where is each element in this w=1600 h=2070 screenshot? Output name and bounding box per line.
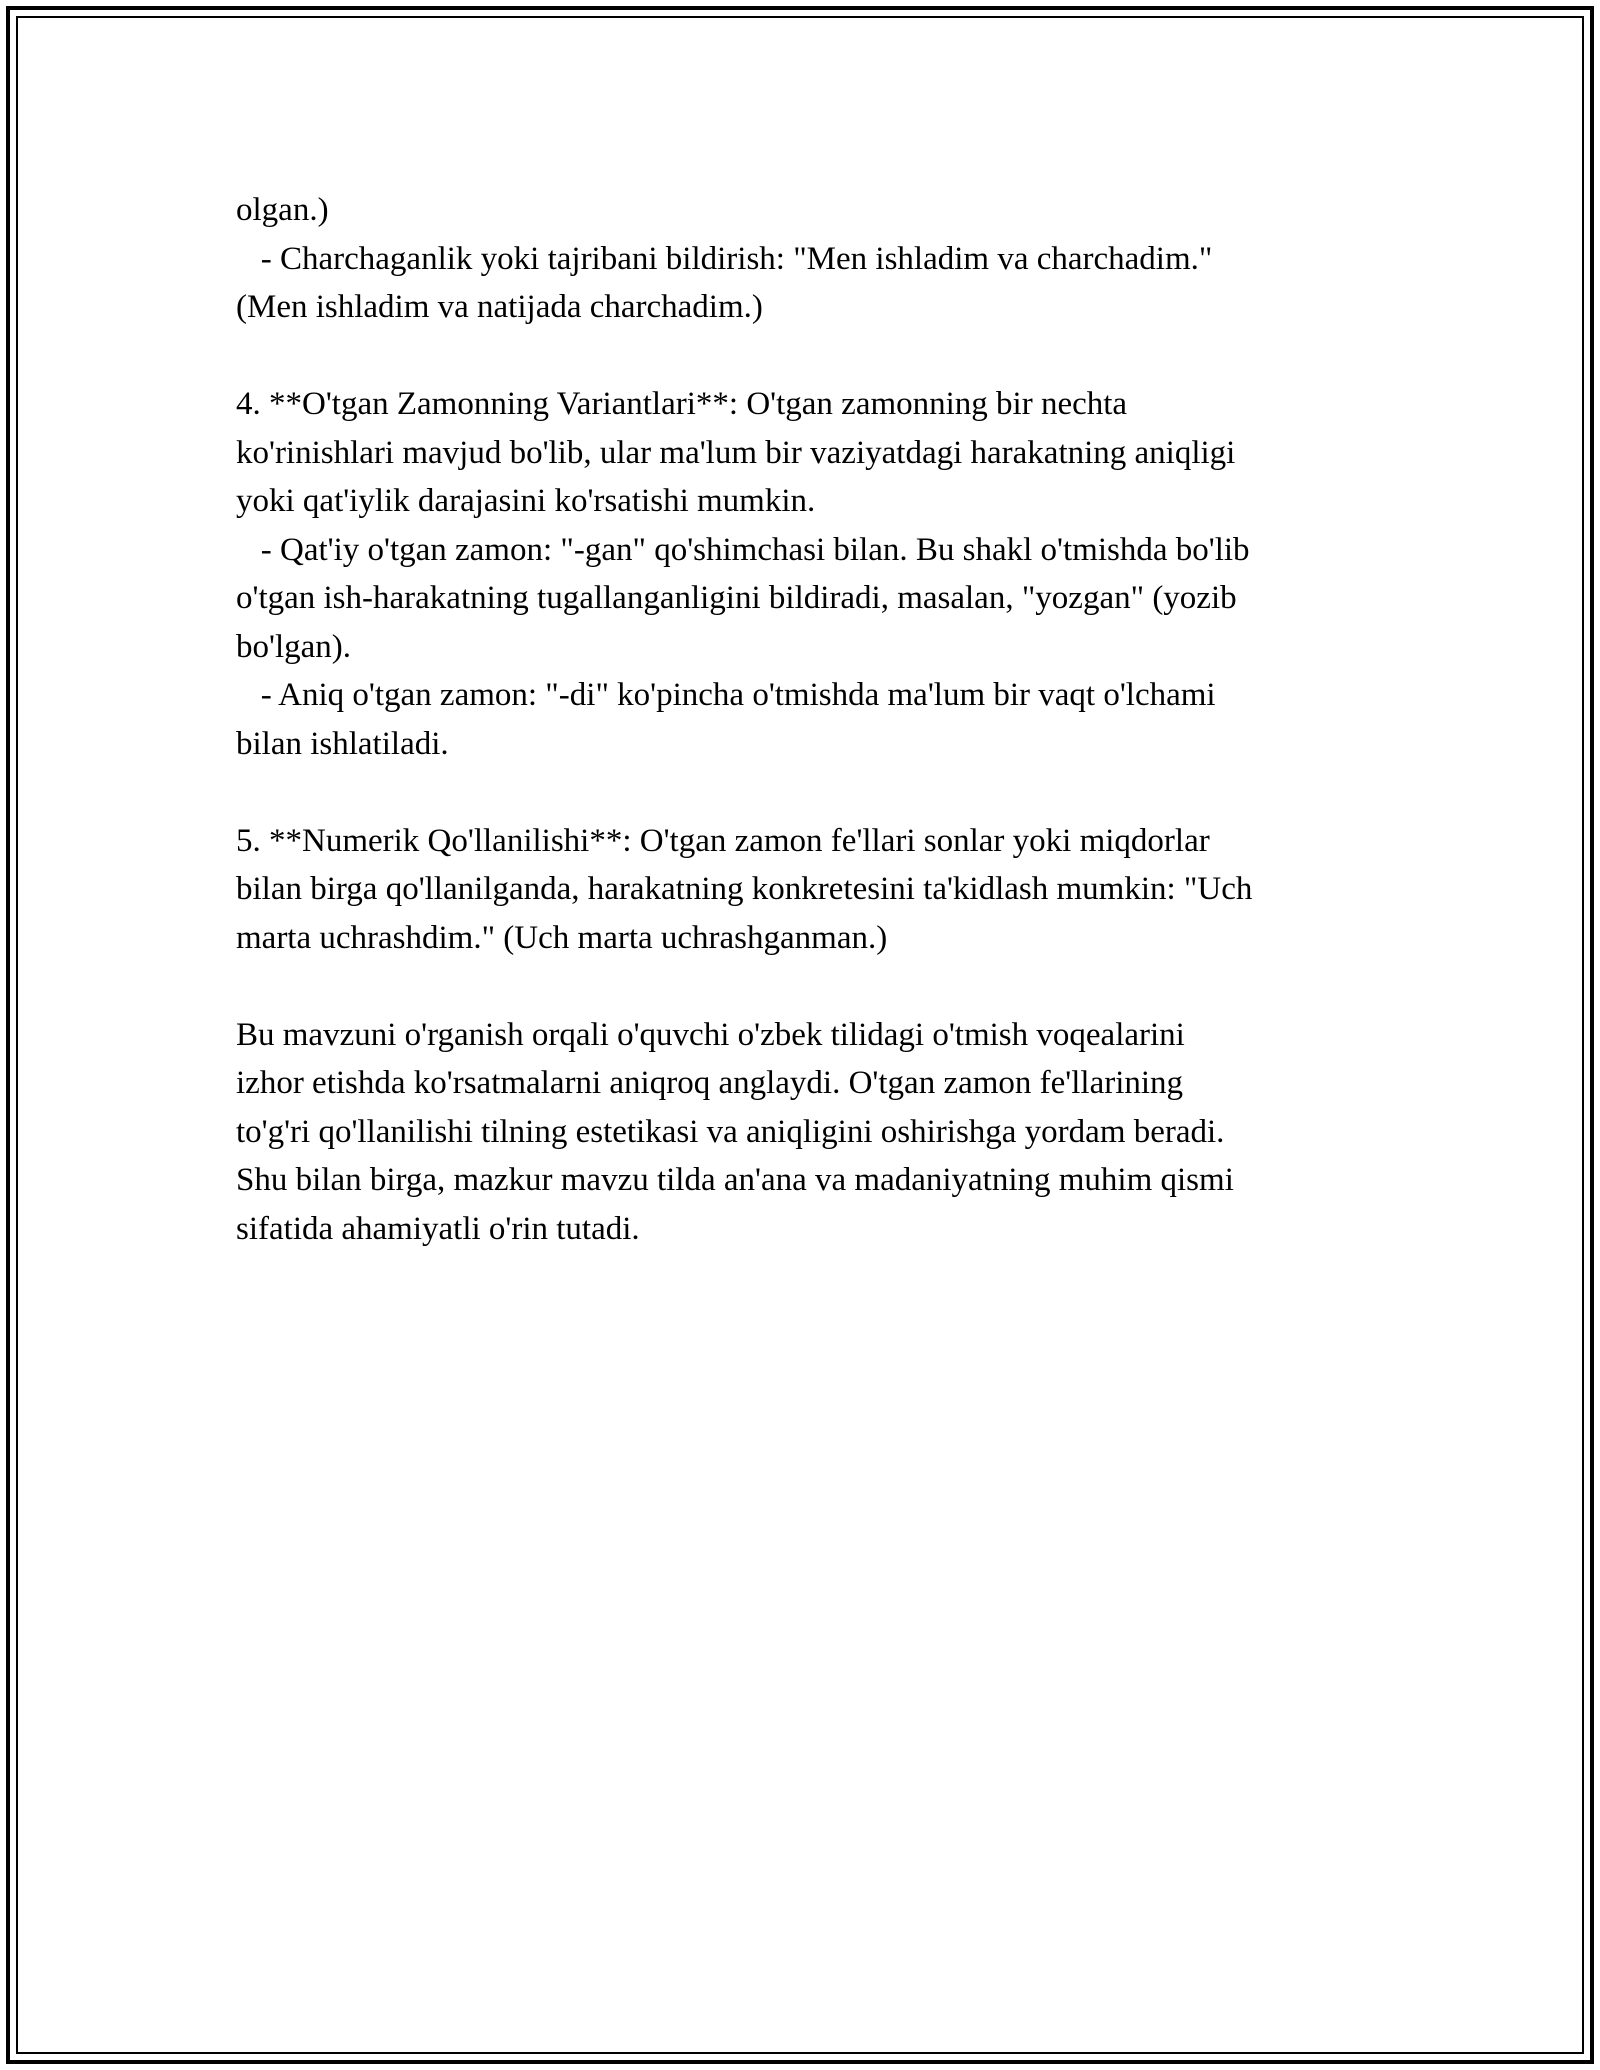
text-line: bo'lgan). bbox=[236, 628, 352, 665]
text-line: Shu bilan birga, mazkur mavzu tilda an'ana va madaniyatning muhim qismi bbox=[236, 1162, 1234, 1198]
text-line: bilan ishlatiladi. bbox=[236, 725, 449, 762]
text-line: marta uchrashdim." (Uch marta uchrashganman.) bbox=[236, 919, 888, 956]
text-line: olgan.) bbox=[236, 192, 329, 228]
text-line: ko'rinishlari mavjud bo'lib, ular ma'lum bir vaziyatdagi harakatning aniqligi bbox=[236, 434, 1236, 471]
text-line: izhor etishda ko'rsatmalarni aniqroq anglaydi. O'tgan zamon fe'llarining bbox=[236, 1065, 1184, 1101]
text-line: to'g'ri qo'llanilishi tilning estetikasi va aniqligini oshirishga yordam beradi. bbox=[236, 1113, 1225, 1150]
paragraph-spacer bbox=[236, 332, 1396, 381]
paragraph-spacer bbox=[236, 768, 1396, 817]
paragraph-conclusion bbox=[236, 1011, 1396, 1254]
paragraph-item-4 bbox=[236, 380, 1396, 768]
text-line: - Qat'iy o'tgan zamon: "-gan" qo'shimchasi bilan. Bu shakl o'tmishda bo'lib bbox=[236, 531, 1250, 568]
text-line: sifatida ahamiyatli o'rin tutadi. bbox=[236, 1210, 640, 1247]
text-line: yoki qat'iylik darajasini ko'rsatishi mumkin. bbox=[236, 483, 816, 519]
document-body bbox=[236, 186, 1396, 1253]
text-line: - Aniq o'tgan zamon: "-di" ko'pincha o'tmishda ma'lum bir vaqt o'lchami bbox=[236, 677, 1216, 713]
paragraph-spacer bbox=[236, 962, 1396, 1011]
text-line: (Men ishladim va natijada charchadim.) bbox=[236, 289, 763, 325]
text-line: Bu mavzuni o'rganish orqali o'quvchi o'zbek tilidagi o'tmish voqealarini bbox=[236, 1016, 1185, 1053]
text-line: bilan birga qo'llanilganda, harakatning konkretesini ta'kidlash mumkin: "Uch bbox=[236, 871, 1253, 907]
text-line: 4. **O'tgan Zamonning Variantlari**: O'tgan zamonning bir nechta bbox=[236, 386, 1128, 422]
text-line: - Charchaganlik yoki tajribani bildirish: "Men ishladim va charchadim." bbox=[236, 240, 1213, 277]
text-line: 5. **Numerik Qo'llanilishi**: O'tgan zamon fe'llari sonlar yoki miqdorlar bbox=[236, 822, 1210, 859]
paragraph-item-5 bbox=[236, 817, 1396, 963]
text-line: o'tgan ish-harakatning tugallanganligini bildiradi, masalan, "yozgan" (yozib bbox=[236, 580, 1237, 616]
paragraph-fatigue-example bbox=[236, 186, 1396, 332]
